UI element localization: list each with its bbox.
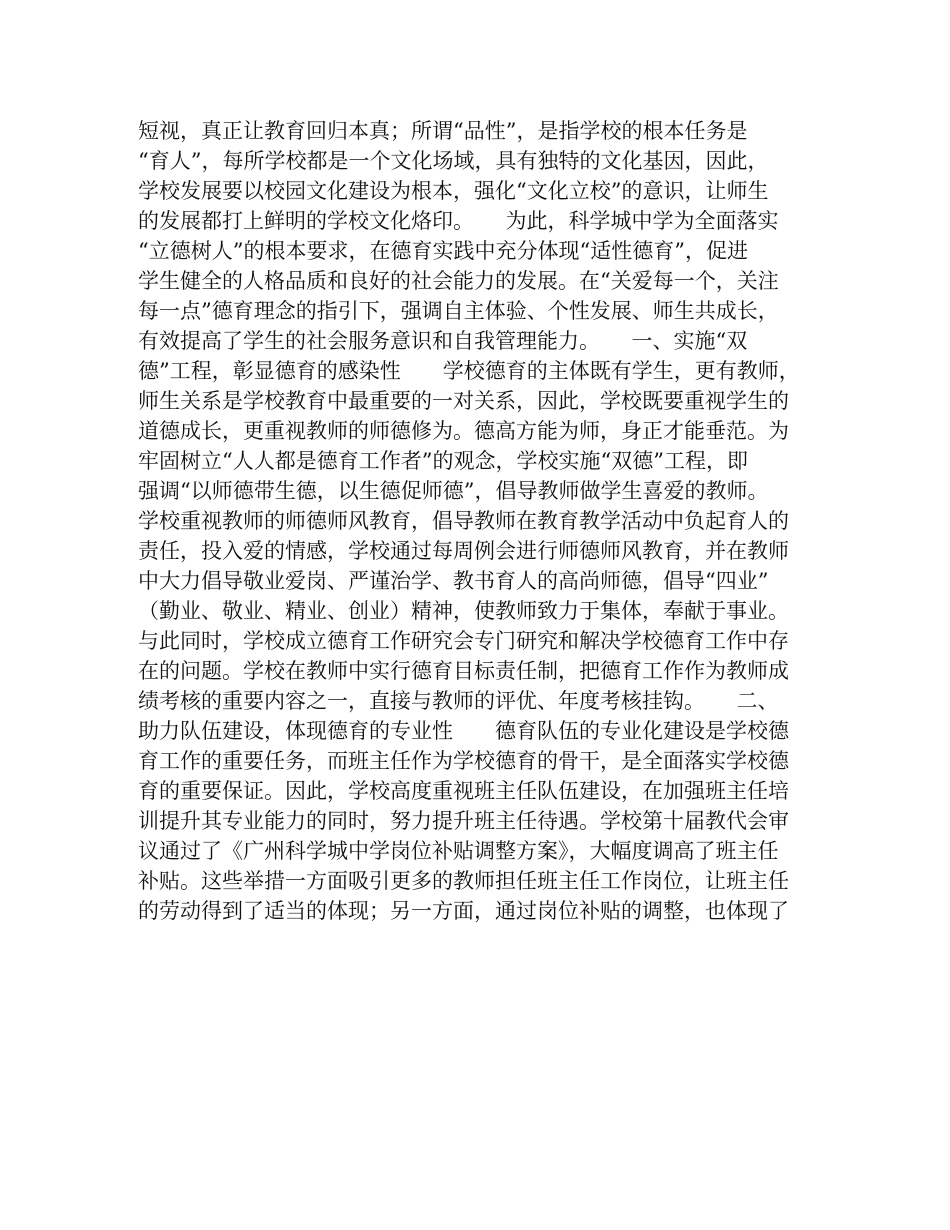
- text-line: 师生关系是学校教育中最重要的一对关系，因此，学校既要重视学生的: [138, 389, 789, 413]
- text-line: 中大力倡导敬业爱岗、严谨治学、教书育人的高尚师德，倡导“四业”: [138, 569, 769, 593]
- text-line: 学校重视教师的师德师风教育，倡导教师在教育教学活动中负起育人的: [138, 509, 789, 533]
- text-line: 的发展都打上鲜明的学校文化烙印。 为此，科学城中学为全面落实: [138, 209, 779, 233]
- text-line: 强调“以师德带生德，以生德促师德”，倡导教师做学生喜爱的教师。: [138, 479, 769, 503]
- text-line: 责任，投入爱的情感，学校通过每周例会进行师德师风教育，并在教师: [138, 539, 789, 563]
- text-line: 补贴。这些举措一方面吸引更多的教师担任班主任工作岗位，让班主任: [138, 869, 789, 893]
- text-line: 有效提高了学生的社会服务意识和自我管理能力。 一、实施“双: [138, 329, 748, 353]
- text-line: 训提升其专业能力的同时，努力提升班主任待遇。学校第十届教代会审: [138, 809, 789, 833]
- text-line: 与此同时，学校成立德育工作研究会专门研究和解决学校德育工作中存: [138, 629, 789, 653]
- text-line: 议通过了《广州科学城中学岗位补贴调整方案》，大幅度调高了班主任: [138, 839, 779, 863]
- text-line: （勤业、敬业、精业、创业）精神，使教师致力于集体，奉献于事业。: [138, 599, 789, 623]
- text-line: 育工作的重要任务，而班主任作为学校德育的骨干，是全面落实学校德: [138, 749, 789, 773]
- text-line: 学校发展要以校园文化建设为根本，强化“文化立校”的意识，让师生: [138, 179, 769, 203]
- text-line: “育人”，每所学校都是一个文化场域，具有独特的文化基因，因此，: [138, 149, 769, 173]
- text-line: 短视，真正让教育回归本真；所谓“品性”，是指学校的根本任务是: [138, 119, 748, 143]
- text-line: 育的重要保证。因此，学校高度重视班主任队伍建设，在加强班主任培: [138, 779, 789, 803]
- text-line: 在的问题。学校在教师中实行德育目标责任制，把德育工作作为教师成: [138, 659, 789, 683]
- text-line: “立德树人”的根本要求，在德育实践中充分体现“适性德育”，促进: [138, 239, 748, 263]
- text-line: 牢固树立“人人都是德育工作者”的观念，学校实施“双德”工程，即: [138, 449, 748, 473]
- text-line: 绩考核的重要内容之一，直接与教师的评优、年度考核挂钩。 二、: [138, 689, 779, 713]
- text-line: 德”工程，彰显德育的感染性 学校德育的主体既有学生，更有教师，: [138, 359, 800, 383]
- text-line: 的劳动得到了适当的体现；另一方面，通过岗位补贴的调整，也体现了: [138, 899, 789, 923]
- text-line: 道德成长，更重视教师的师德修为。德高方能为师，身正才能垂范。为: [138, 419, 789, 443]
- document-body-text: [138, 116, 838, 926]
- text-line: 助力队伍建设，体现德育的专业性 德育队伍的专业化建设是学校德: [138, 719, 789, 743]
- text-line: 学生健全的人格品质和良好的社会能力的发展。在“关爱每一个，关注: [138, 269, 779, 293]
- text-line: 每一点”德育理念的指引下，强调自主体验、个性发展、师生共成长，: [138, 299, 779, 323]
